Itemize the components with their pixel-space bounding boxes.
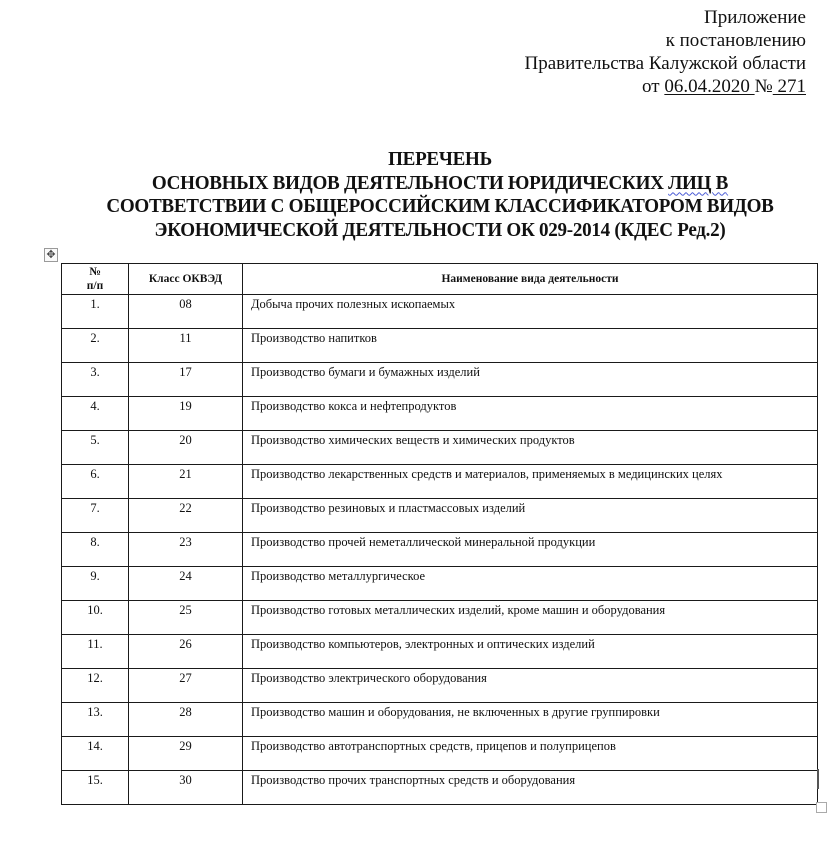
title-line-2-main: ОСНОВНЫХ ВИДОВ ДЕЯТЕЛЬНОСТИ ЮРИДИЧЕСКИХ: [151, 171, 669, 194]
table-row: [62, 295, 818, 329]
table-row: [62, 329, 818, 363]
cell-code[interactable]: 22: [129, 499, 243, 533]
title-line-1: ПЕРЕЧЕНЬ: [388, 148, 492, 170]
cell-num[interactable]: 2.: [62, 329, 129, 363]
table-row: [62, 737, 818, 771]
cell-num[interactable]: 11.: [62, 635, 129, 669]
cell-name[interactable]: Производство автотранспортных средств, прицепов и полуприцепов: [243, 737, 818, 771]
number-label: №: [754, 76, 773, 97]
activities-table: [61, 263, 818, 805]
cell-code[interactable]: 25: [129, 601, 243, 635]
cell-num[interactable]: 14.: [62, 737, 129, 771]
document-title: [68, 148, 812, 242]
table-row: [62, 703, 818, 737]
table-row: [62, 431, 818, 465]
table-row: [62, 669, 818, 703]
appendix-government: Правительства Калужской области: [524, 53, 806, 74]
table-row: [62, 771, 818, 805]
move-arrows-icon[interactable]: ✥: [44, 248, 58, 262]
cell-code[interactable]: 11: [129, 329, 243, 363]
cell-code[interactable]: 26: [129, 635, 243, 669]
cell-num[interactable]: 7.: [62, 499, 129, 533]
header-num: [62, 264, 129, 295]
cell-code[interactable]: 29: [129, 737, 243, 771]
cell-name[interactable]: Производство металлургическое: [243, 567, 818, 601]
resize-square-icon[interactable]: [816, 802, 827, 813]
spellcheck-flagged-text[interactable]: ЛИЦ В: [668, 171, 729, 194]
header-code: Класс ОКВЭД: [129, 264, 243, 295]
cell-num[interactable]: 9.: [62, 567, 129, 601]
cell-num[interactable]: 12.: [62, 669, 129, 703]
cell-name[interactable]: Производство компьютеров, электронных и оптических изделий: [243, 635, 818, 669]
table-row: [62, 499, 818, 533]
table-header-row: [62, 264, 818, 295]
cell-code[interactable]: 30: [129, 771, 243, 805]
cell-num[interactable]: 10.: [62, 601, 129, 635]
cell-name[interactable]: Производство напитков: [243, 329, 818, 363]
cell-code[interactable]: 21: [129, 465, 243, 499]
title-line-4: ЭКОНОМИЧЕСКОЙ ДЕЯТЕЛЬНОСТИ ОК 029-2014 (КДЕС Ред.2): [154, 218, 726, 241]
from-label: от: [642, 76, 660, 97]
table-row: [62, 533, 818, 567]
appendix-to-resolution: к постановлению: [665, 30, 806, 51]
appendix-date-number: [525, 75, 806, 98]
resolution-number: 271: [772, 76, 806, 97]
cell-num[interactable]: 4.: [62, 397, 129, 431]
header-name: Наименование вида деятельности: [243, 264, 818, 295]
header-num-line2: п/п: [86, 280, 104, 292]
cell-name[interactable]: Добыча прочих полезных ископаемых: [243, 295, 818, 329]
cell-name[interactable]: Производство бумаги и бумажных изделий: [243, 363, 818, 397]
title-line-3: СООТВЕТСТВИИ С ОБЩЕРОССИЙСКИМ КЛАССИФИКАТОРОМ ВИДОВ: [106, 195, 774, 217]
cell-num[interactable]: 1.: [62, 295, 129, 329]
table-row: [62, 601, 818, 635]
text-cursor: [817, 769, 819, 789]
cell-name[interactable]: Производство машин и оборудования, не включенных в другие группировки: [243, 703, 818, 737]
appendix-header: [525, 6, 806, 98]
cell-code[interactable]: 28: [129, 703, 243, 737]
cell-num[interactable]: 13.: [62, 703, 129, 737]
cell-num[interactable]: 3.: [62, 363, 129, 397]
cell-code[interactable]: 24: [129, 567, 243, 601]
table-row: [62, 397, 818, 431]
cell-num[interactable]: 15.: [62, 771, 129, 805]
cell-name[interactable]: Производство готовых металлических изделий, кроме машин и оборудования: [243, 601, 818, 635]
resolution-date: 06.04.2020: [664, 76, 755, 97]
appendix-label: Приложение: [704, 7, 806, 28]
cell-code[interactable]: 23: [129, 533, 243, 567]
cell-name[interactable]: Производство резиновых и пластмассовых изделий: [243, 499, 818, 533]
cell-num[interactable]: 8.: [62, 533, 129, 567]
cell-num[interactable]: 5.: [62, 431, 129, 465]
header-num-line1: №: [89, 266, 101, 278]
cell-name[interactable]: Производство лекарственных средств и материалов, применяемых в медицинских целях: [243, 465, 818, 499]
cell-name[interactable]: Производство прочих транспортных средств и оборудования: [243, 771, 818, 805]
table-row: [62, 465, 818, 499]
table-row: [62, 635, 818, 669]
title-line-2: [68, 172, 812, 196]
table-row: [62, 363, 818, 397]
cell-num[interactable]: 6.: [62, 465, 129, 499]
cell-code[interactable]: 17: [129, 363, 243, 397]
cell-code[interactable]: 19: [129, 397, 243, 431]
cell-code[interactable]: 08: [129, 295, 243, 329]
cell-name[interactable]: Производство электрического оборудования: [243, 669, 818, 703]
cell-name[interactable]: Производство прочей неметаллической минеральной продукции: [243, 533, 818, 567]
cell-code[interactable]: 27: [129, 669, 243, 703]
table-row: [62, 567, 818, 601]
cell-name[interactable]: Производство химических веществ и химических продуктов: [243, 431, 818, 465]
cell-code[interactable]: 20: [129, 431, 243, 465]
cell-name[interactable]: Производство кокса и нефтепродуктов: [243, 397, 818, 431]
